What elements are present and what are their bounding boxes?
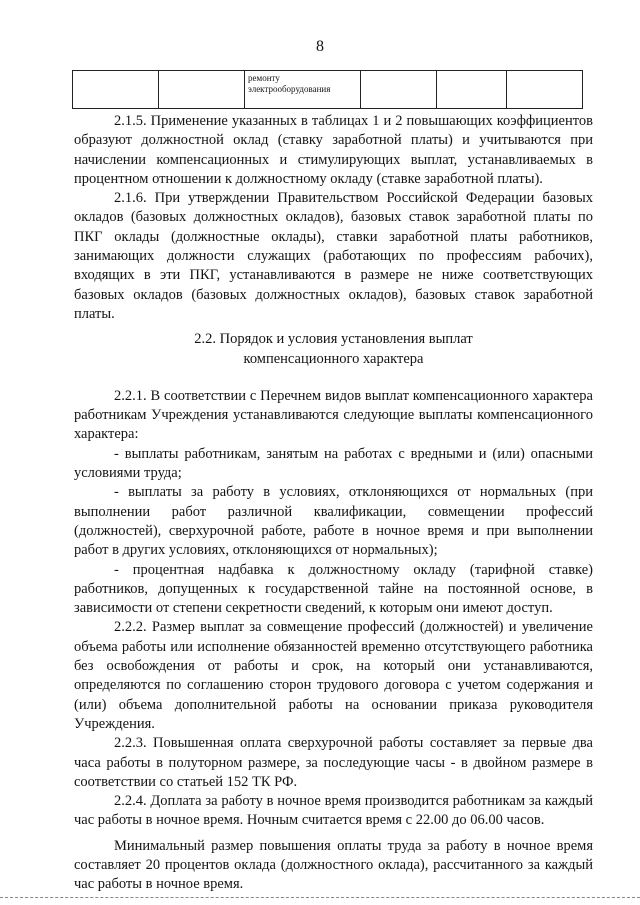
paragraph-2-1-5: 2.1.5. Применение указанных в таблицах 1 и 2 повышающих коэффициентов образуют должностной оклад (ставку заработной платы) и учитываются при начислении компенсационных и стимулирующих выплат, устанавливаемых в процентном отношении к должностному окладу (ставке заработной платы). bbox=[74, 113, 593, 187]
table-cell: ремонту электрооборудования bbox=[245, 71, 361, 109]
list-item-secrecy-bonus: - процентная надбавка к должностному окладу (тарифной ставке) работников, допущенных к государственной тайне на постоянной основе, в зависимости от степени секретности сведений, к которым они имеют доступ. bbox=[74, 561, 593, 617]
paragraph-2-2-3: 2.2.3. Повышенная оплата сверхурочной работы составляет за первые два часа работы в полуторном размере, за последующие часы - в двойном размере в соответствии со статьей 152 ТК РФ. bbox=[74, 735, 593, 790]
section-heading-line-2: компенсационного характера bbox=[243, 350, 424, 367]
list-item-hazardous: - выплаты работникам, занятым на работах с вредными и (или) опасными условиями труда; bbox=[74, 445, 593, 482]
continued-table bbox=[72, 70, 583, 109]
scan-edge-line bbox=[0, 897, 640, 898]
paragraph-2-2-4: 2.2.4. Доплата за работу в ночное время производится работникам за каждый час работы в ночное время. Ночным считается время с 22.00 до 06.00 часов. bbox=[74, 793, 593, 829]
table-cell bbox=[73, 71, 159, 109]
table-row bbox=[73, 71, 583, 109]
page-number: 8 bbox=[316, 38, 324, 55]
table-cell bbox=[437, 71, 507, 109]
document-body bbox=[74, 112, 593, 895]
paragraph-night-minimum: Минимальный размер повышения оплаты труда за работу в ночное время составляет 20 процентов оклада (должностного оклада), рассчитанного за каждый час работы в ночное время. bbox=[74, 837, 593, 893]
section-heading-line-1: 2.2. Порядок и условия установления выплат bbox=[194, 331, 473, 348]
paragraph-2-1-6: 2.1.6. При утверждении Правительством Российской Федерации базовых окладов (базовых должностных окладов), базовых ставок заработной платы по ПКГ оклады (должностные оклады), ставки заработной платы работников, занимающих должности служащих (работающих по профессиям рабочих), входящих в эти ПКГ, устанавливаются в размере не ниже соответствующих базовых окладов (базовых должностных окладов), базовых ставок заработной платы. bbox=[74, 190, 593, 322]
paragraph-2-2-1: 2.2.1. В соответствии с Перечнем видов выплат компенсационного характера работникам Учреждения устанавливаются следующие выплаты компенсационного характера: bbox=[74, 387, 593, 443]
table-cell bbox=[507, 71, 583, 109]
table-cell bbox=[159, 71, 245, 109]
paragraph-2-2-2: 2.2.2. Размер выплат за совмещение профессий (должностей) и увеличение объема работы или исполнение обязанностей временно отсутствующего работника без освобождения от работы и срок, на который они устанавливаются, определяются по соглашению сторон трудового договора с учетом содержания и (или) объема дополнительной работы на основании приказа руководителя Учреждения. bbox=[74, 619, 593, 732]
table-cell bbox=[361, 71, 437, 109]
list-item-abnormal-conditions: - выплаты за работу в условиях, отклоняющихся от нормальных (при выполнении работ различной квалификации, совмещении профессий (должностей), сверхурочной работе, работе в ночное время и при выполнении работ в других условиях, отклоняющихся от нормальных); bbox=[74, 484, 593, 559]
